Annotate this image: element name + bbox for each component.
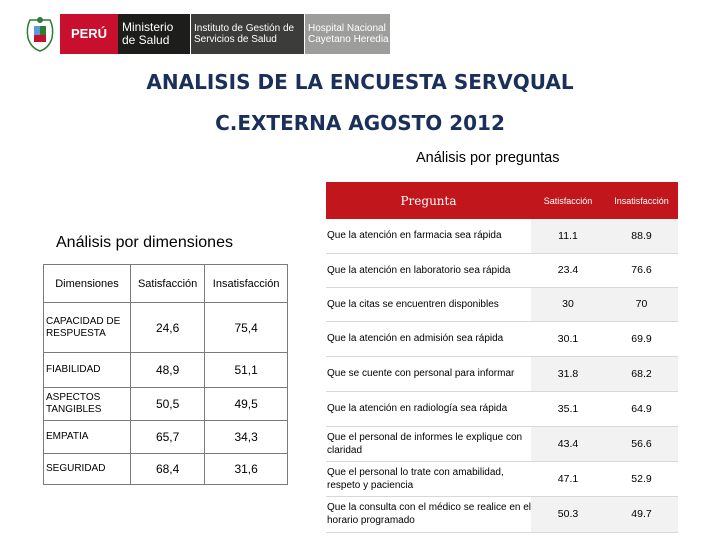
peru-coat-of-arms-icon xyxy=(22,14,58,54)
questions-table xyxy=(326,182,678,533)
insatisfaction-value: 68.2 xyxy=(605,356,678,391)
satisfaction-value: 35.1 xyxy=(531,391,605,426)
ministerio-label xyxy=(118,14,190,54)
page-subtitle: C.EXTERNA AGOSTO 2012 xyxy=(215,111,505,135)
table-row xyxy=(326,356,678,391)
table-row xyxy=(326,219,678,253)
insatisfaction-value: 34,3 xyxy=(205,421,288,454)
question-text: Que el personal lo trate con amabilidad, respeto y paciencia xyxy=(326,461,531,496)
page-title: ANALISIS DE LA ENCUESTA SERVQUAL xyxy=(146,70,574,94)
question-text: Que la atención en admisión sea rápida xyxy=(326,321,531,356)
section-title-preguntas: Análisis por preguntas xyxy=(416,150,560,166)
insatisfaction-value: 70 xyxy=(605,287,678,321)
satisfaction-value: 47.1 xyxy=(531,461,605,496)
table-row xyxy=(44,303,288,353)
question-text: Que la atención en farmacia sea rápida xyxy=(326,219,531,253)
table-row xyxy=(326,426,678,461)
table-row xyxy=(44,388,288,421)
satisfaction-value: 30 xyxy=(531,287,605,321)
header-dimensiones: Dimensiones xyxy=(44,265,131,303)
insatisfaction-value: 69.9 xyxy=(605,321,678,356)
satisfaction-value: 30.1 xyxy=(531,321,605,356)
insatisfaction-value: 51,1 xyxy=(205,353,288,388)
dimensions-header-row xyxy=(44,265,288,303)
peru-label: PERÚ xyxy=(60,14,118,54)
satisfaction-value: 48,9 xyxy=(131,353,205,388)
table-row xyxy=(326,253,678,287)
insatisfaction-value: 52.9 xyxy=(605,461,678,496)
insatisfaction-value: 49,5 xyxy=(205,388,288,421)
dimensions-table xyxy=(43,264,288,485)
instituto-line2: Servicios de Salud xyxy=(194,34,277,45)
dimension-label: FIABILIDAD xyxy=(44,353,131,388)
dimension-label: SEGURIDAD xyxy=(44,454,131,485)
hospital-label xyxy=(305,14,390,54)
question-text: Que la atención en laboratorio sea rápida xyxy=(326,253,531,287)
ministerio-line2: de Salud xyxy=(122,33,170,47)
question-text: Que la atención en radiología sea rápida xyxy=(326,391,531,426)
ministerio-line1: Ministerio xyxy=(122,20,174,34)
header-insatisfaccion: Insatisfacción xyxy=(205,265,288,303)
header-insatisfaccion: Insatisfacción xyxy=(605,182,678,219)
table-row xyxy=(44,353,288,388)
header-satisfaccion: Satisfacción xyxy=(131,265,205,303)
insatisfaction-value: 56.6 xyxy=(605,426,678,461)
satisfaction-value: 24,6 xyxy=(131,303,205,353)
header-pregunta: Pregunta xyxy=(326,182,531,219)
table-row xyxy=(326,496,678,532)
question-text: Que la citas se encuentren disponibles xyxy=(326,287,531,321)
insatisfaction-value: 75,4 xyxy=(205,303,288,353)
questions-header-row xyxy=(326,182,678,219)
satisfaction-value: 50,5 xyxy=(131,388,205,421)
insatisfaction-value: 49.7 xyxy=(605,496,678,532)
table-row xyxy=(326,321,678,356)
table-row xyxy=(326,391,678,426)
hospital-line2: Cayetano Heredia xyxy=(308,34,389,45)
table-row xyxy=(44,454,288,485)
satisfaction-value: 68,4 xyxy=(131,454,205,485)
table-row xyxy=(326,461,678,496)
dimension-label: CAPACIDAD DE RESPUESTA xyxy=(44,303,131,353)
instituto-label xyxy=(191,14,304,54)
satisfaction-value: 50.3 xyxy=(531,496,605,532)
table-row xyxy=(326,287,678,321)
question-text: Que se cuente con personal para informar xyxy=(326,356,531,391)
satisfaction-value: 65,7 xyxy=(131,421,205,454)
section-title-dimensiones: Análisis por dimensiones xyxy=(56,234,233,251)
satisfaction-value: 23.4 xyxy=(531,253,605,287)
table-row xyxy=(44,421,288,454)
dimension-label: ASPECTOS TANGIBLES xyxy=(44,388,131,421)
satisfaction-value: 11.1 xyxy=(531,219,605,253)
dimension-label: EMPATIA xyxy=(44,421,131,454)
question-text: Que la consulta con el médico se realice en el horario programado xyxy=(326,496,531,532)
institutional-header xyxy=(22,14,389,54)
satisfaction-value: 31.8 xyxy=(531,356,605,391)
hospital-line1: Hospital Nacional xyxy=(308,23,386,34)
insatisfaction-value: 31,6 xyxy=(205,454,288,485)
question-text: Que el personal de informes le explique con claridad xyxy=(326,426,531,461)
instituto-line1: Instituto de Gestión de xyxy=(194,23,295,34)
insatisfaction-value: 64.9 xyxy=(605,391,678,426)
header-satisfaccion: Satisfacción xyxy=(531,182,605,219)
insatisfaction-value: 76.6 xyxy=(605,253,678,287)
insatisfaction-value: 88.9 xyxy=(605,219,678,253)
satisfaction-value: 43.4 xyxy=(531,426,605,461)
